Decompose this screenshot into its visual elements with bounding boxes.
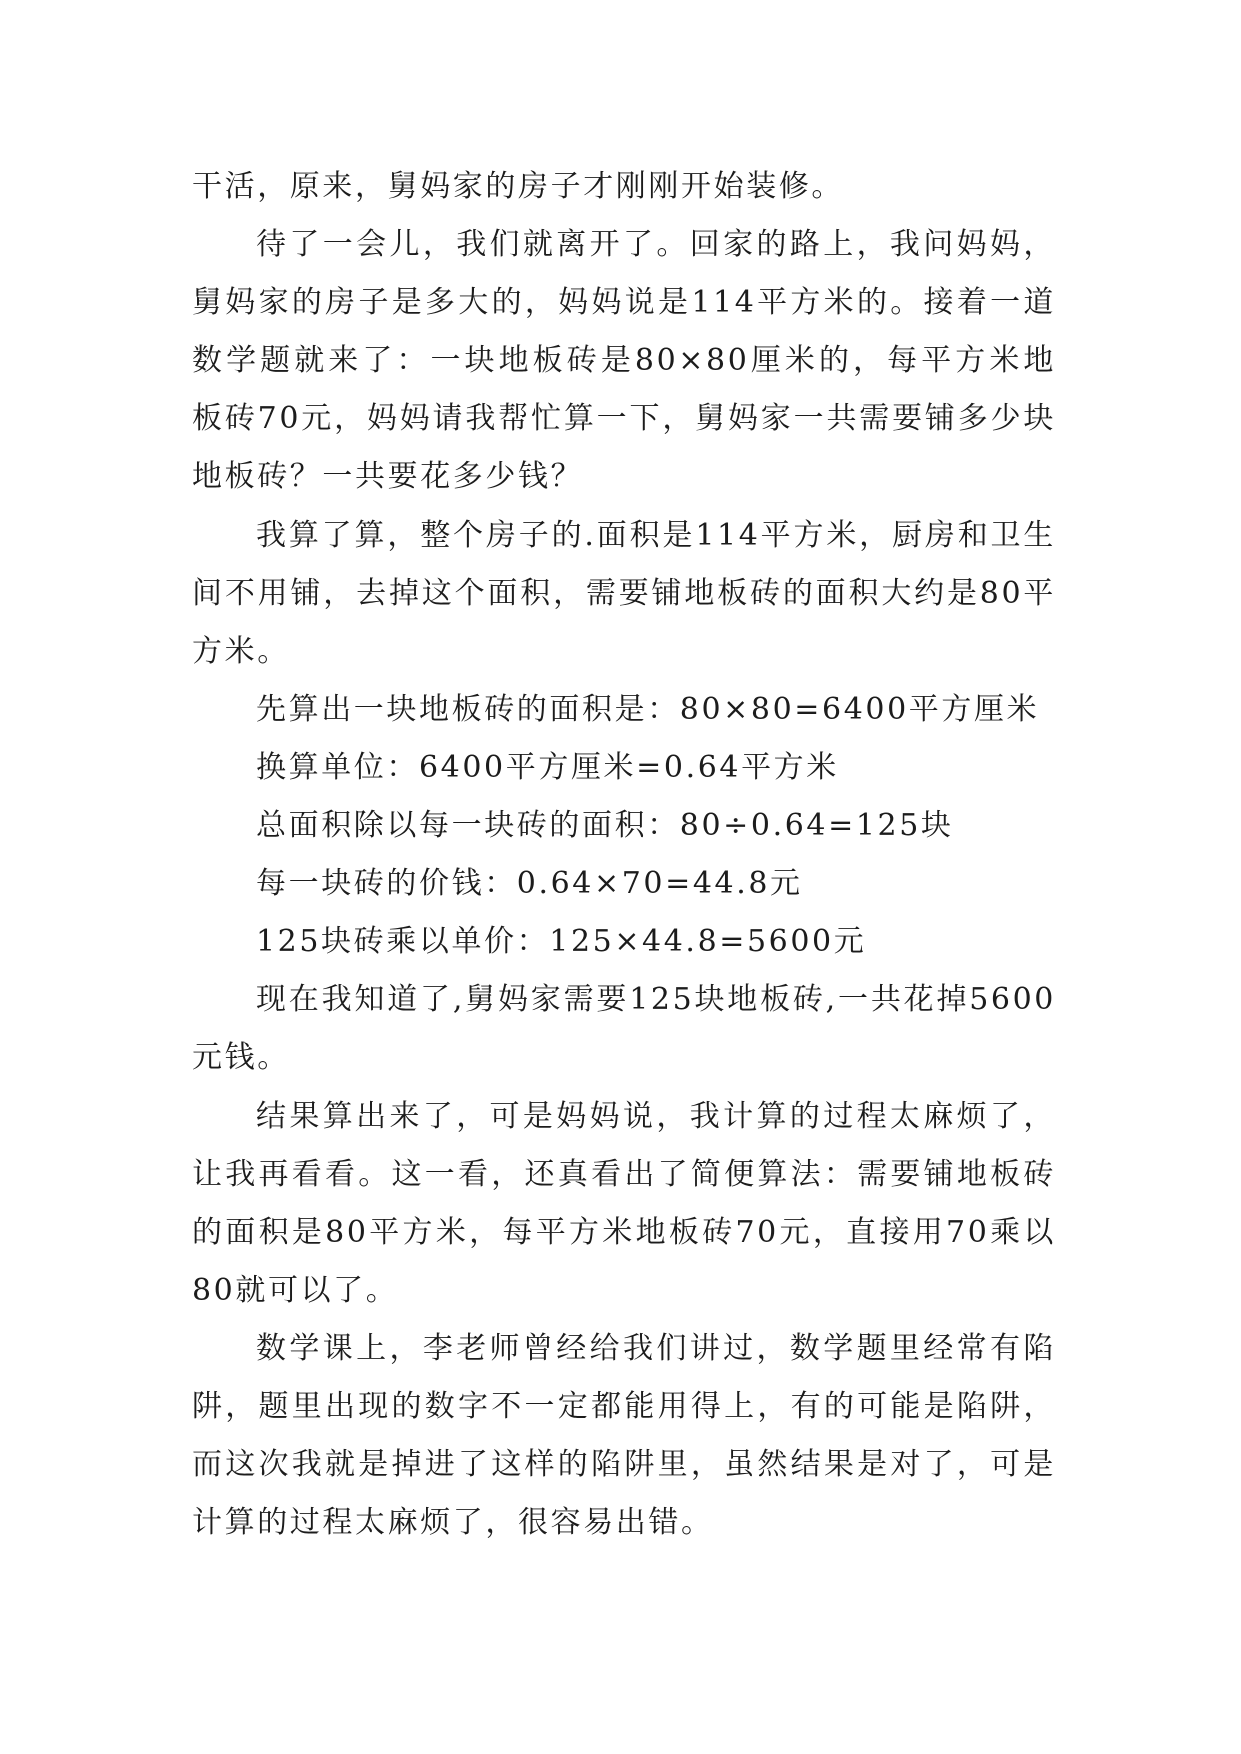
calc-line-5: 125块砖乘以单价：125×44.8=5600元 [256, 924, 867, 960]
calc-line-3: 总面积除以每一块砖的面积：80÷0.64=125块 [256, 808, 954, 844]
calc-line-2: 换算单位：6400平方厘米=0.64平方米 [256, 749, 839, 785]
paragraph-3: 我算了算，整个房子的.面积是114平方米，厨房和卫生间不用铺，去掉这个面积，需要铺地板砖的面积大约是80平方米。 [192, 517, 1056, 669]
calc-line-1: 先算出一块地板砖的面积是：80×80=6400平方厘米 [256, 691, 1040, 727]
paragraph-1: 干活，原来，舅妈家的房子才刚刚开始装修。 [192, 169, 844, 204]
paragraph-10: 结果算出来了，可是妈妈说，我计算的过程太麻烦了，让我再看看。这一看，还真看出了简便算法：需要铺地板砖的面积是80平方米，每平方米地板砖70元，直接用70乘以80就可以了。 [192, 1098, 1056, 1308]
paragraph-9: 现在我知道了,舅妈家需要125块地板砖,一共花掉5600元钱。 [192, 982, 1056, 1076]
paragraph-11: 数学课上，李老师曾经给我们讲过，数学题里经常有陷阱，题里出现的数字不一定都能用得上，有的可能是陷阱，而这次我就是掉进了这样的陷阱里，虽然结果是对了，可是计算的过程太麻烦了，很容易出错。 [192, 1330, 1056, 1541]
document-body [192, 158, 1056, 1552]
calc-line-4: 每一块砖的价钱：0.64×70=44.8元 [256, 866, 803, 902]
paragraph-2: 待了一会儿，我们就离开了。回家的路上，我问妈妈，舅妈家的房子是多大的，妈妈说是114平方米的。接着一道数学题就来了：一块地板砖是80×80厘米的，每平方米地板砖70元，妈妈请我帮忙算一下，舅妈家一共需要铺多少块地板砖？一共要花多少钱？ [192, 227, 1056, 495]
